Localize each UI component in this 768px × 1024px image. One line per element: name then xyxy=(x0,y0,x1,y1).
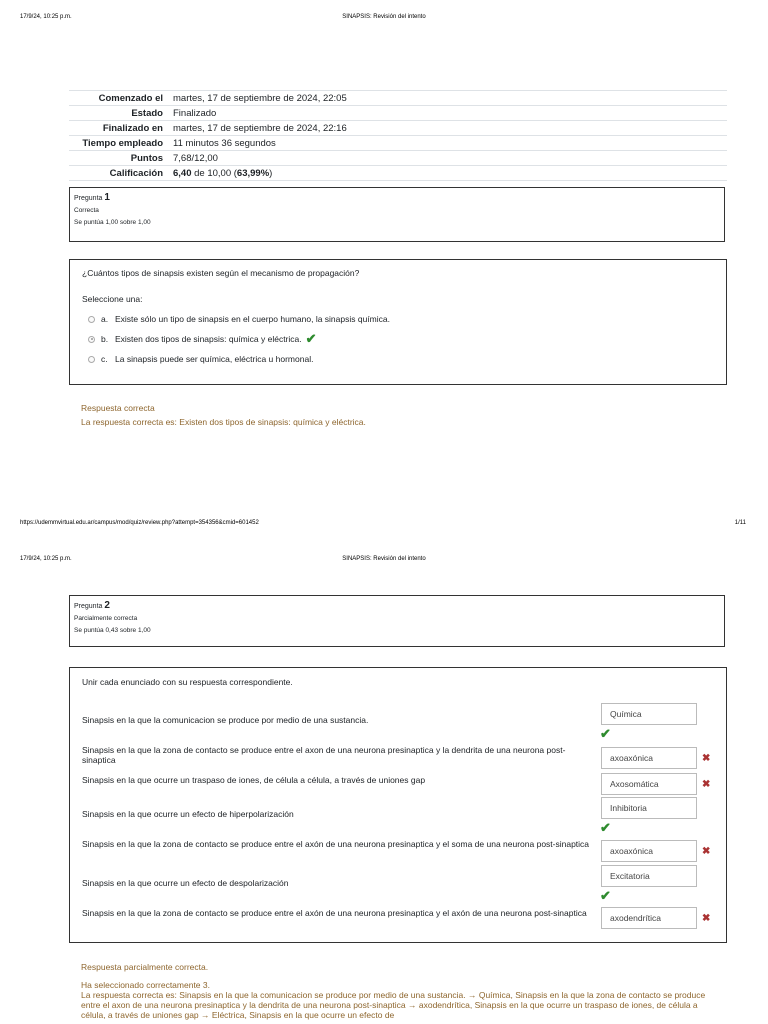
feedback-title: Respuesta correcta xyxy=(81,403,155,413)
match-statement: Sinapsis en la que la zona de contacto se produce entre el axón de una neurona presinaptica y el soma de una neurona post-sinaptica xyxy=(82,839,590,849)
question-2-text: Unir cada enunciado con su respuesta correspondiente. xyxy=(82,677,293,687)
match-answer-select[interactable]: axodendrítica xyxy=(601,907,697,929)
grade-percent: 63,99% xyxy=(236,167,270,179)
summary-value: 7,68/12,00 xyxy=(169,151,727,166)
option-c[interactable] xyxy=(88,354,313,364)
correct-check-icon: ✔ xyxy=(600,820,611,835)
option-text: Existe sólo un tipo de sinapsis en el cuerpo humano, la sinapsis química. xyxy=(115,314,390,324)
grade-value: 6,40 xyxy=(173,167,192,179)
correct-check-icon: ✔ xyxy=(600,888,611,903)
radio-a[interactable] xyxy=(88,316,95,323)
incorrect-cross-icon: ✖ xyxy=(702,779,711,790)
question-1-number xyxy=(74,192,720,205)
question-1-text: ¿Cuántos tipos de sinapsis existen según el mecanismo de propagación? xyxy=(82,268,360,278)
question-2-number xyxy=(74,600,720,613)
feedback-answer: La respuesta correcta es: Existen dos tipos de sinapsis: química y eléctrica. xyxy=(81,417,366,427)
match-answer-select[interactable]: Axosomática xyxy=(601,773,697,795)
match-answer-select[interactable]: axoaxónica xyxy=(601,747,697,769)
match-answer-select[interactable]: axoaxónica xyxy=(601,840,697,862)
question-1-state: Correcta xyxy=(74,207,99,214)
question-1-content xyxy=(69,259,727,385)
option-b[interactable] xyxy=(88,331,317,346)
match-answer-select[interactable]: Química xyxy=(601,703,697,725)
match-answer-select[interactable]: Excitatoria xyxy=(601,865,697,887)
question-number: 2 xyxy=(104,600,110,611)
question-2-info xyxy=(69,595,725,647)
match-statement: Sinapsis en la que ocurre un traspaso de iones, de célula a célula, a través de uniones gap xyxy=(82,775,426,785)
grade-value-cell xyxy=(169,166,727,181)
summary-row-grade xyxy=(69,166,727,181)
print-title: SINAPSIS: Revisión del intento xyxy=(342,14,426,20)
question-1-feedback xyxy=(81,401,366,429)
option-letter: c. xyxy=(101,354,108,364)
question-2-mark: Se puntúa 0,43 sobre 1,00 xyxy=(74,627,151,634)
radio-c[interactable] xyxy=(88,356,95,363)
match-statement: Sinapsis en la que la zona de contacto se produce entre el axon de una neurona presinaptica y la dendrita de una neurona post-sinaptica xyxy=(82,745,566,765)
correct-check-icon: ✔ xyxy=(600,726,611,741)
correct-check-icon: ✔ xyxy=(305,331,317,346)
option-a[interactable] xyxy=(88,314,390,324)
match-statement: Sinapsis en la que ocurre un efecto de despolarización xyxy=(82,878,289,888)
question-2-feedback-answer: La respuesta correcta es: Sinapsis en la que la comunicacion se produce por medio de una sustancia. → Química, Sinapsis en la que la zona de contacto se produce entre el axon de una neurona presinaptica y la dendrita de una neurona post-sinaptica → axodendrítica, Sinapsis en la que ocurre un traspaso de iones, de célula a célula, a través de uniones gap → Eléctrica, Sinapsis en la que ocurre un efecto de xyxy=(81,990,706,1020)
match-answer-select[interactable]: Inhibitoria xyxy=(601,797,697,819)
question-1-info xyxy=(69,187,725,242)
summary-row xyxy=(69,91,727,106)
match-statement: Sinapsis en la que ocurre un efecto de hiperpolarización xyxy=(82,809,294,819)
radio-b[interactable] xyxy=(88,336,95,343)
grade-label: Calificación xyxy=(69,166,169,181)
summary-value: Finalizado xyxy=(169,106,727,121)
summary-label: Comenzado el xyxy=(69,91,169,106)
print-title: SINAPSIS: Revisión del intento xyxy=(342,556,426,562)
match-statement: Sinapsis en la que la comunicacion se produce por medio de una sustancia. xyxy=(82,715,369,725)
summary-value: martes, 17 de septiembre de 2024, 22:16 xyxy=(169,121,727,136)
summary-value: martes, 17 de septiembre de 2024, 22:05 xyxy=(169,91,727,106)
summary-label: Finalizado en xyxy=(69,121,169,136)
question-number: 1 xyxy=(104,192,110,203)
attempt-summary-table xyxy=(69,90,727,181)
print-page-number: 1/11 xyxy=(734,520,746,526)
question-prefix: Pregunta xyxy=(74,195,103,202)
question-2-content xyxy=(69,667,727,943)
summary-label: Tiempo empleado xyxy=(69,136,169,151)
summary-row xyxy=(69,151,727,166)
option-text: Existen dos tipos de sinapsis: química y eléctrica. xyxy=(115,334,302,344)
question-prefix: Pregunta xyxy=(74,603,103,610)
summary-row xyxy=(69,121,727,136)
summary-label: Estado xyxy=(69,106,169,121)
print-date: 17/9/24, 10:25 p.m. xyxy=(20,556,72,562)
print-date: 17/9/24, 10:25 p.m. xyxy=(20,14,72,20)
option-letter: b. xyxy=(101,334,109,344)
question-1-prompt: Seleccione una: xyxy=(82,294,143,304)
option-letter: a. xyxy=(101,314,109,324)
summary-row xyxy=(69,106,727,121)
question-2-feedback-title: Respuesta parcialmente correcta. xyxy=(81,962,209,972)
incorrect-cross-icon: ✖ xyxy=(702,913,711,924)
match-statement: Sinapsis en la que la zona de contacto se produce entre el axón de una neurona presinaptica y el axón de una neurona post-sinaptica xyxy=(82,908,587,918)
option-text: La sinapsis puede ser química, eléctrica u hormonal. xyxy=(115,354,314,364)
grade-end: ) xyxy=(269,167,273,179)
print-url: https://udemmvirtual.edu.ar/campus/mod/quiz/review.php?attempt=354356&cmid=601452 xyxy=(20,520,259,526)
grade-middle: de 10,00 ( xyxy=(191,167,237,179)
incorrect-cross-icon: ✖ xyxy=(702,846,711,857)
question-1-mark: Se puntúa 1,00 sobre 1,00 xyxy=(74,219,151,226)
summary-value: 11 minutos 36 segundos xyxy=(169,136,727,151)
question-2-feedback-count: Ha seleccionado correctamente 3. xyxy=(81,980,210,990)
question-2-state: Parcialmente correcta xyxy=(74,615,138,622)
summary-label: Puntos xyxy=(69,151,169,166)
summary-row xyxy=(69,136,727,151)
incorrect-cross-icon: ✖ xyxy=(702,753,711,764)
